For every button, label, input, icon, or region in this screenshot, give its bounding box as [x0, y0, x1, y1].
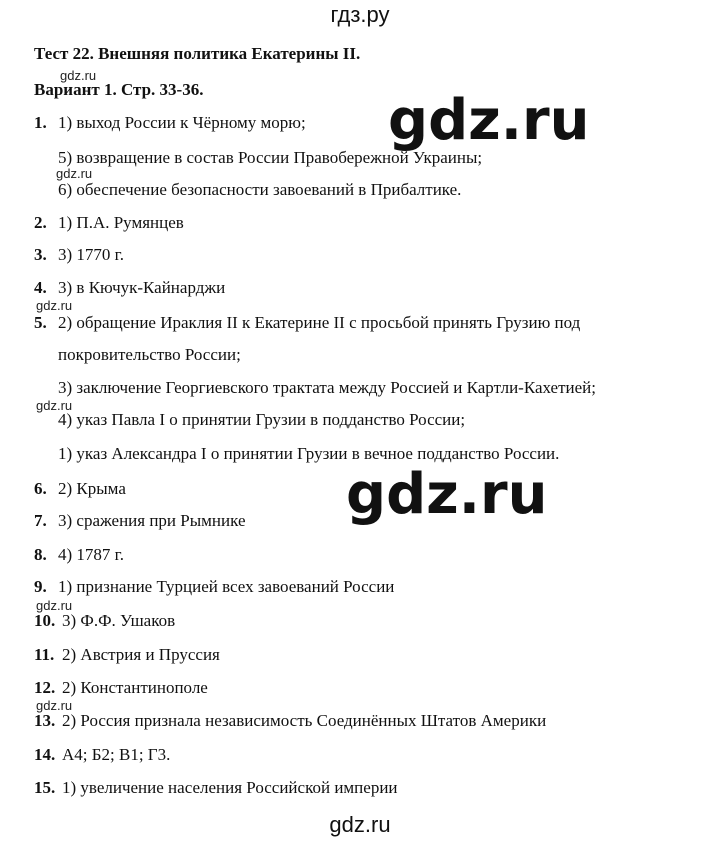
- answer-line: 2) обращение Ираклия II к Екатерине II с просьбой принять Грузию под: [58, 313, 581, 332]
- answer-line: 1) указ Александра I о принятии Грузии в вечное подданство России.: [58, 444, 560, 463]
- watermark-small: gdz.ru: [36, 698, 73, 713]
- question-number: 6.: [34, 479, 47, 498]
- watermark-small: gdz.ru: [60, 68, 97, 83]
- watermark-small: gdz.ru: [36, 298, 73, 313]
- answer-line: 4) указ Павла I о принятии Грузии в подданство России;: [58, 410, 466, 429]
- watermark-small: gdz.ru: [36, 398, 73, 413]
- variant-title: Вариант 1. Стр. 33-36.: [34, 80, 204, 99]
- question-number: 8.: [34, 545, 47, 564]
- watermark-big: gdz.ru: [388, 88, 590, 153]
- question-number: 15.: [34, 778, 56, 797]
- watermark-small: gdz.ru: [56, 166, 93, 181]
- answer-line: 2) Крыма: [58, 479, 126, 498]
- answer-line: 5) возвращение в состав России Правобережной Украины;: [58, 148, 483, 167]
- answer-line: 3) 1770 г.: [58, 245, 124, 264]
- watermark-big: gdz.ru: [346, 462, 548, 527]
- answer-line: 1) признание Турцией всех завоеваний России: [58, 577, 395, 596]
- question-number: 11.: [34, 645, 55, 664]
- question-number: 1.: [34, 113, 47, 132]
- site-footer: gdz.ru: [329, 812, 391, 837]
- answer-line: 3) заключение Георгиевского трактата между Россией и Картли-Кахетией;: [58, 378, 596, 397]
- question-number: 3.: [34, 245, 47, 264]
- answer-line: 3) сражения при Рымнике: [58, 511, 246, 530]
- answer-line: покровительство России;: [58, 345, 241, 364]
- question-number: 7.: [34, 511, 47, 530]
- question-number: 12.: [34, 678, 56, 697]
- question-number: 4.: [34, 278, 47, 297]
- answer-line: А4; Б2; В1; Г3.: [62, 745, 171, 764]
- answer-line: 3) Ф.Ф. Ушаков: [62, 611, 176, 630]
- question-number: 9.: [34, 577, 47, 596]
- answer-line: 1) П.А. Румянцев: [58, 213, 184, 232]
- answer-line: 3) в Кючук-Кайнарджи: [58, 278, 226, 297]
- question-number: 5.: [34, 313, 47, 332]
- question-number: 2.: [34, 213, 47, 232]
- answer-line: 2) Россия признала независимость Соединённых Штатов Америки: [62, 711, 547, 730]
- answer-line: 2) Константинополе: [62, 678, 208, 697]
- answer-line: 2) Австрия и Пруссия: [62, 645, 220, 664]
- answer-line: 6) обеспечение безопасности завоеваний в Прибалтике.: [58, 180, 462, 199]
- site-header: гдз.ру: [330, 2, 390, 27]
- answer-line: 1) увеличение населения Российской империи: [62, 778, 398, 797]
- question-number: 13.: [34, 711, 56, 730]
- question-number: 10.: [34, 611, 56, 630]
- question-number: 14.: [34, 745, 56, 764]
- watermark-small: gdz.ru: [36, 598, 73, 613]
- answer-line: 4) 1787 г.: [58, 545, 124, 564]
- test-title: Тест 22. Внешняя политика Екатерины II.: [34, 44, 361, 63]
- answer-line: 1) выход России к Чёрному морю;: [58, 113, 306, 132]
